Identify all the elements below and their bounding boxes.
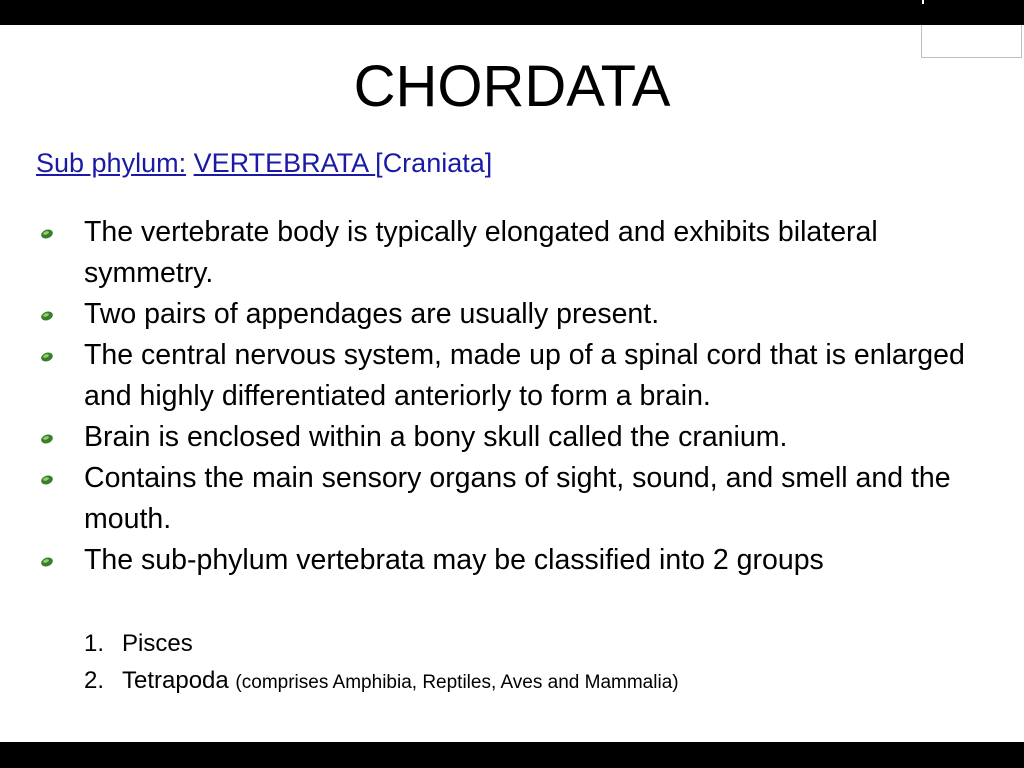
corner-marker <box>922 0 924 4</box>
bullet-item <box>36 335 996 417</box>
bullet-item <box>36 540 996 581</box>
green-leaf-bullet-icon <box>40 351 54 363</box>
group-name: Tetrapoda <box>122 667 229 694</box>
green-leaf-bullet-icon <box>40 228 54 240</box>
group-name: Pisces <box>122 630 193 657</box>
bullet-item <box>36 212 996 294</box>
subphylum-heading <box>36 145 492 181</box>
bracket-close-link[interactable]: ] <box>484 148 493 178</box>
bullet-text: Two pairs of appendages are usually present. <box>84 298 660 330</box>
bullet-text: Brain is enclosed within a bony skull called the cranium. <box>84 421 788 453</box>
bullet-item <box>36 417 996 458</box>
group-item-pisces <box>84 625 679 662</box>
green-leaf-bullet-icon <box>40 556 54 568</box>
subphylum-label-link[interactable]: Sub phylum: <box>36 148 187 178</box>
group-note: (comprises Amphibia, Reptiles, Aves and Mammalia) <box>235 672 679 693</box>
group-number: 2. <box>84 667 105 694</box>
bullet-text: The sub-phylum vertebrata may be classified into 2 groups <box>84 544 824 576</box>
bullet-text: Contains the main sensory organs of sight, sound, and smell and the mouth. <box>84 462 951 535</box>
top-black-bar <box>0 0 1024 25</box>
green-leaf-bullet-icon <box>40 433 54 445</box>
bracket-open: [ <box>375 148 383 178</box>
bullet-list <box>36 212 996 581</box>
group-list <box>84 625 679 701</box>
slide-title: CHORDATA <box>353 54 671 119</box>
green-leaf-bullet-icon <box>40 310 54 322</box>
bullet-text: The vertebrate body is typically elongated and exhibits bilateral symmetry. <box>84 216 878 289</box>
bullet-item <box>36 458 996 540</box>
group-number: 1. <box>84 630 105 657</box>
vertebrata-text: VERTEBRATA <box>193 148 376 178</box>
bottom-black-bar <box>0 742 1024 768</box>
bullet-text: The central nervous system, made up of a spinal cord that is enlarged and highly differentiated anteriorly to form a brain. <box>84 339 965 412</box>
bullet-item <box>36 294 996 335</box>
green-leaf-bullet-icon <box>40 474 54 486</box>
group-item-tetrapoda <box>84 662 679 701</box>
craniata-text: Craniata <box>382 148 485 178</box>
vertebrata-link[interactable] <box>194 148 383 178</box>
